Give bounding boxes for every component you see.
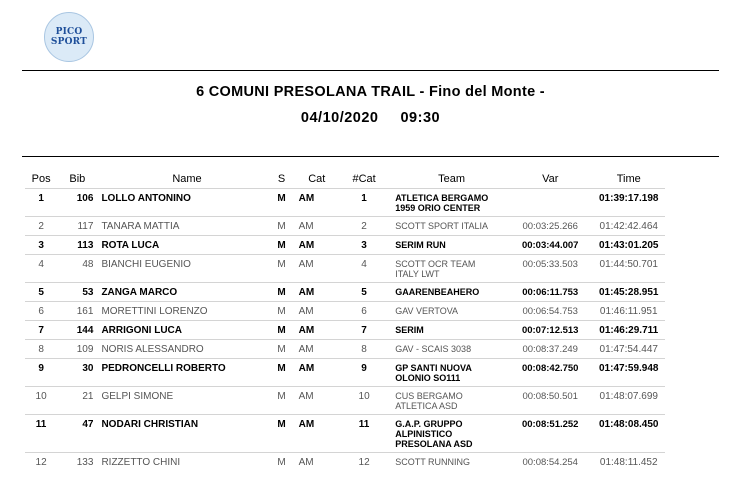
cell-var: 00:08:37.249 (508, 340, 593, 359)
cell-var: 00:08:50.501 (508, 387, 593, 415)
cell-sex: M (273, 453, 291, 472)
table-row (25, 453, 665, 472)
table-row (25, 236, 665, 255)
team-line: OLONIO SO111 (395, 373, 461, 383)
col-header-bib: Bib (69, 173, 86, 185)
cell-var: 00:03:44.007 (508, 236, 593, 255)
cell-sex: M (273, 302, 291, 321)
cell-pos: 7 (25, 321, 57, 340)
cell-sex: M (273, 387, 291, 415)
cell-cat: AM (291, 283, 343, 302)
cell-sex: M (273, 321, 291, 340)
cell-name: MORETTINI LORENZO (97, 302, 272, 321)
cell-team (385, 236, 508, 255)
cell-var (508, 189, 593, 217)
cell-pos: 10 (25, 387, 57, 415)
cell-team (385, 340, 508, 359)
cell-var: 00:06:11.753 (508, 283, 593, 302)
cell-pos: 12 (25, 453, 57, 472)
table-row (25, 255, 665, 283)
team-line: ITALY LWT (395, 269, 440, 279)
cell-cat-rank: 9 (343, 359, 385, 387)
cell-bib: 48 (57, 255, 97, 283)
table-row (25, 387, 665, 415)
cell-pos: 8 (25, 340, 57, 359)
cell-var: 00:06:54.753 (508, 302, 593, 321)
cell-var: 00:03:25.266 (508, 217, 593, 236)
team-line: GAARENBEAHERO (395, 287, 480, 297)
cell-cat: AM (291, 340, 343, 359)
col-header-pos: Pos (31, 173, 51, 185)
cell-name: GELPI SIMONE (97, 387, 272, 415)
cell-pos: 5 (25, 283, 57, 302)
team-line: SCOTT OCR TEAM (395, 259, 476, 269)
cell-sex: M (273, 359, 291, 387)
cell-cat: AM (291, 415, 343, 453)
cell-time: 01:47:59.948 (592, 359, 665, 387)
team-line: GP SANTI NUOVA (395, 363, 472, 373)
cell-bib: 117 (57, 217, 97, 236)
table-row (25, 321, 665, 340)
cell-var: 00:08:42.750 (508, 359, 593, 387)
col-header-cat: Cat (308, 173, 326, 185)
cell-team (385, 359, 508, 387)
table-header-row (25, 166, 665, 189)
cell-var: 00:05:33.503 (508, 255, 593, 283)
cell-team (385, 453, 508, 472)
cell-time: 01:48:08.450 (592, 415, 665, 453)
cell-cat-rank: 5 (343, 283, 385, 302)
cell-cat: AM (291, 321, 343, 340)
table-row (25, 189, 665, 217)
table-row (25, 359, 665, 387)
cell-name: BIANCHI EUGENIO (97, 255, 272, 283)
cell-cat-rank: 1 (343, 189, 385, 217)
col-header-name: Name (172, 173, 202, 185)
team-line: SERIM (395, 325, 424, 335)
cell-time: 01:39:17.198 (592, 189, 665, 217)
cell-pos: 9 (25, 359, 57, 387)
cell-bib: 161 (57, 302, 97, 321)
cell-var: 00:08:51.252 (508, 415, 593, 453)
cell-cat: AM (291, 255, 343, 283)
cell-sex: M (273, 236, 291, 255)
cell-cat-rank: 8 (343, 340, 385, 359)
cell-cat-rank: 3 (343, 236, 385, 255)
team-line: PRESOLANA ASD (395, 439, 473, 449)
pico-sport-logo (44, 12, 94, 62)
cell-time: 01:48:11.452 (592, 453, 665, 472)
cell-sex: M (273, 340, 291, 359)
cell-bib: 53 (57, 283, 97, 302)
cell-team (385, 283, 508, 302)
header-divider-top (22, 70, 719, 71)
cell-pos: 2 (25, 217, 57, 236)
cell-cat-rank: 4 (343, 255, 385, 283)
cell-cat-rank: 6 (343, 302, 385, 321)
cell-time: 01:45:28.951 (592, 283, 665, 302)
race-title: 6 COMUNI PRESOLANA TRAIL - Fino del Monte - (196, 84, 545, 100)
cell-cat: AM (291, 302, 343, 321)
cell-pos: 4 (25, 255, 57, 283)
cell-cat-rank: 2 (343, 217, 385, 236)
cell-var: 00:07:12.513 (508, 321, 593, 340)
cell-bib: 106 (57, 189, 97, 217)
team-line: ATLETICA ASD (395, 401, 458, 411)
cell-cat: AM (291, 359, 343, 387)
cell-bib: 133 (57, 453, 97, 472)
table-row (25, 302, 665, 321)
cell-sex: M (273, 217, 291, 236)
cell-name: LOLLO ANTONINO (97, 189, 272, 217)
table-row (25, 340, 665, 359)
cell-time: 01:46:11.951 (592, 302, 665, 321)
cell-team (385, 321, 508, 340)
cell-name: RIZZETTO CHINI (97, 453, 272, 472)
cell-cat-rank: 12 (343, 453, 385, 472)
cell-time: 01:47:54.447 (592, 340, 665, 359)
cell-team (385, 387, 508, 415)
col-header-time: Time (616, 173, 641, 185)
cell-bib: 30 (57, 359, 97, 387)
table-row (25, 283, 665, 302)
race-time: 09:30 (400, 110, 441, 126)
cell-cat: AM (291, 453, 343, 472)
cell-sex: M (273, 415, 291, 453)
cell-cat-rank: 10 (343, 387, 385, 415)
cell-bib: 109 (57, 340, 97, 359)
race-date: 04/10/2020 (300, 110, 379, 126)
col-header-team: Team (438, 173, 466, 185)
col-header-var: Var (542, 173, 559, 185)
cell-name: ZANGA MARCO (97, 283, 272, 302)
col-header-s: S (277, 173, 286, 185)
results-table (25, 166, 665, 471)
cell-bib: 21 (57, 387, 97, 415)
cell-name: PEDRONCELLI ROBERTO (97, 359, 272, 387)
cell-name: NODARI CHRISTIAN (97, 415, 272, 453)
race-datetime (0, 110, 741, 126)
cell-team (385, 302, 508, 321)
logo-text-line2: SPORT (50, 37, 88, 47)
table-row (25, 217, 665, 236)
cell-name: ROTA LUCA (97, 236, 272, 255)
cell-time: 01:43:01.205 (592, 236, 665, 255)
cell-team (385, 415, 508, 453)
cell-time: 01:42:42.464 (592, 217, 665, 236)
table-row (25, 415, 665, 453)
team-line: GAV VERTOVA (395, 306, 459, 316)
cell-var: 00:08:54.254 (508, 453, 593, 472)
cell-team (385, 189, 508, 217)
cell-time: 01:48:07.699 (592, 387, 665, 415)
cell-sex: M (273, 189, 291, 217)
cell-pos: 1 (25, 189, 57, 217)
cell-sex: M (273, 283, 291, 302)
cell-time: 01:44:50.701 (592, 255, 665, 283)
cell-team (385, 255, 508, 283)
cell-bib: 47 (57, 415, 97, 453)
team-line: 1959 ORIO CENTER (395, 203, 481, 213)
team-line: SCOTT RUNNING (395, 457, 471, 467)
cell-name: ARRIGONI LUCA (97, 321, 272, 340)
col-header-ncat: #Cat (352, 173, 376, 185)
cell-cat: AM (291, 236, 343, 255)
cell-pos: 3 (25, 236, 57, 255)
cell-pos: 6 (25, 302, 57, 321)
cell-sex: M (273, 255, 291, 283)
team-line: G.A.P. GRUPPO (395, 419, 463, 429)
cell-cat-rank: 11 (343, 415, 385, 453)
cell-pos: 11 (25, 415, 57, 453)
cell-cat: AM (291, 387, 343, 415)
cell-team (385, 217, 508, 236)
logo-text-line1: PICO (55, 27, 83, 37)
cell-cat: AM (291, 217, 343, 236)
cell-bib: 144 (57, 321, 97, 340)
cell-cat-rank: 7 (343, 321, 385, 340)
cell-cat: AM (291, 189, 343, 217)
cell-time: 01:46:29.711 (592, 321, 665, 340)
team-line: ALPINISTICO (395, 429, 453, 439)
team-line: SCOTT SPORT ITALIA (395, 221, 489, 231)
cell-name: NORIS ALESSANDRO (97, 340, 272, 359)
cell-name: TANARA MATTIA (97, 217, 272, 236)
team-line: ATLETICA BERGAMO (395, 193, 489, 203)
cell-bib: 113 (57, 236, 97, 255)
team-line: SERIM RUN (395, 240, 446, 250)
header-divider-bottom (22, 156, 719, 157)
results-body (25, 189, 665, 472)
team-line: CUS BERGAMO (395, 391, 463, 401)
team-line: GAV - SCAIS 3038 (395, 344, 472, 354)
